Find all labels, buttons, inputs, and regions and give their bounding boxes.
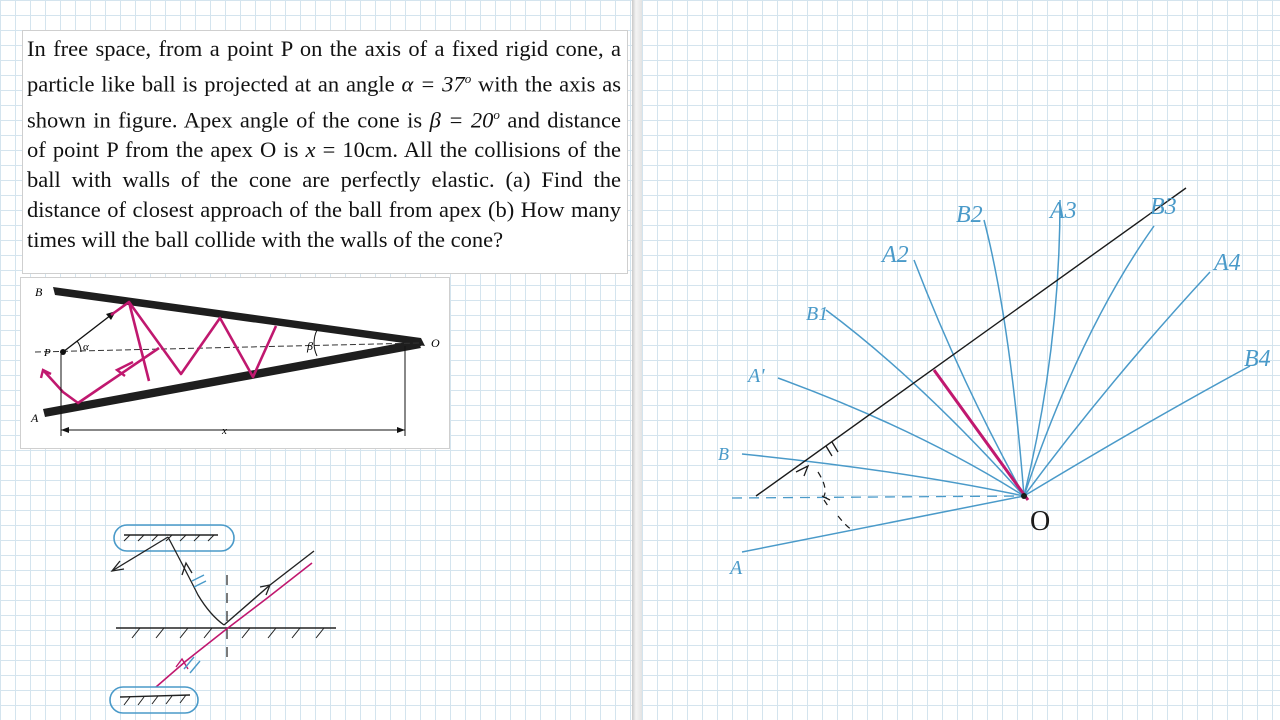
label-B: B: [35, 285, 43, 299]
wall-A: [43, 340, 421, 417]
label-A: A: [31, 411, 39, 425]
beta-equals: = 20: [440, 107, 494, 132]
label-P: P: [44, 347, 51, 359]
handwritten-A: A: [730, 557, 743, 579]
interface-hatch: [132, 628, 324, 638]
wall-line-A4: [1024, 272, 1210, 496]
label-O: O: [431, 336, 440, 350]
handwritten-A1: A': [748, 365, 765, 387]
reflection-sketch: [100, 515, 350, 720]
x-symbol: x: [305, 137, 316, 162]
x-arrow-right-icon: [397, 427, 405, 433]
handwritten-A2: A2: [882, 242, 909, 268]
problem-text-4: = 10cm. All the collisions of the ball with walls of the cone are perfectly elastic. (a) Find the distance of closest approach of the ball from apex (b) How many times will the ball collide with the walls of the cone?: [27, 137, 621, 252]
angle-arc: [818, 472, 852, 530]
apex-point: [1021, 493, 1027, 499]
handwritten-B1: B1: [806, 303, 829, 325]
bottom-mirror-line: [120, 695, 190, 697]
alpha-symbol: α: [401, 71, 414, 97]
beta-degree: o: [493, 106, 500, 122]
equal-marks-blue: [192, 575, 206, 587]
bottom-mirror-outline: [110, 687, 198, 713]
wall-line-A3: [1024, 200, 1060, 496]
problem-text-1: In free space, from a point P on the axis of a fixed rigid cone, a particle like ball is projected at an angle: [27, 36, 621, 97]
beta-arc: [314, 330, 317, 356]
wall-line-B4: [1024, 366, 1250, 496]
alpha-arc: [77, 341, 81, 352]
problem-statement: [22, 30, 628, 274]
beta-symbol: β: [429, 107, 441, 132]
wall-line-B3: [1024, 226, 1154, 496]
label-alpha: α: [83, 341, 89, 353]
straight-trajectory: [756, 188, 1186, 496]
wall-line-A: [742, 496, 1024, 552]
page-gutter: [632, 0, 642, 720]
handwritten-O: O: [1030, 506, 1051, 537]
image-cone-construction: [700, 170, 1280, 590]
ray-arrow-icon: [112, 561, 124, 571]
handwritten-B3: B3: [1150, 194, 1177, 220]
x-arrow-left-icon: [61, 427, 69, 433]
wall-line-B2: [984, 220, 1024, 496]
refracted-ray-magenta: [156, 563, 312, 687]
cone-figure: [20, 277, 450, 449]
handwritten-B2: B2: [956, 202, 983, 228]
handwritten-A4: A4: [1214, 250, 1241, 276]
handwritten-A3: A3: [1050, 198, 1077, 224]
alpha-degree: o: [464, 71, 472, 86]
handwritten-B: B: [718, 444, 729, 464]
handwritten-B4: B4: [1244, 346, 1271, 372]
image-walls: [742, 200, 1250, 552]
problem-text-3: and distance of point P from the apex O is: [27, 107, 621, 162]
label-x: x: [222, 425, 227, 437]
reflected-ray-top: [112, 537, 168, 571]
problem-text-2: with the axis as shown in figure. Apex angle of the cone is: [27, 71, 621, 132]
cone-diagram: [21, 278, 451, 450]
wall-line-A2: [914, 260, 1024, 496]
trajectory-arrow-icon: [796, 466, 808, 476]
alpha-equals: = 37: [413, 71, 465, 97]
axis-dashed: [732, 496, 1024, 498]
label-beta: β: [307, 339, 313, 353]
wall-line-A1: [778, 378, 1024, 496]
